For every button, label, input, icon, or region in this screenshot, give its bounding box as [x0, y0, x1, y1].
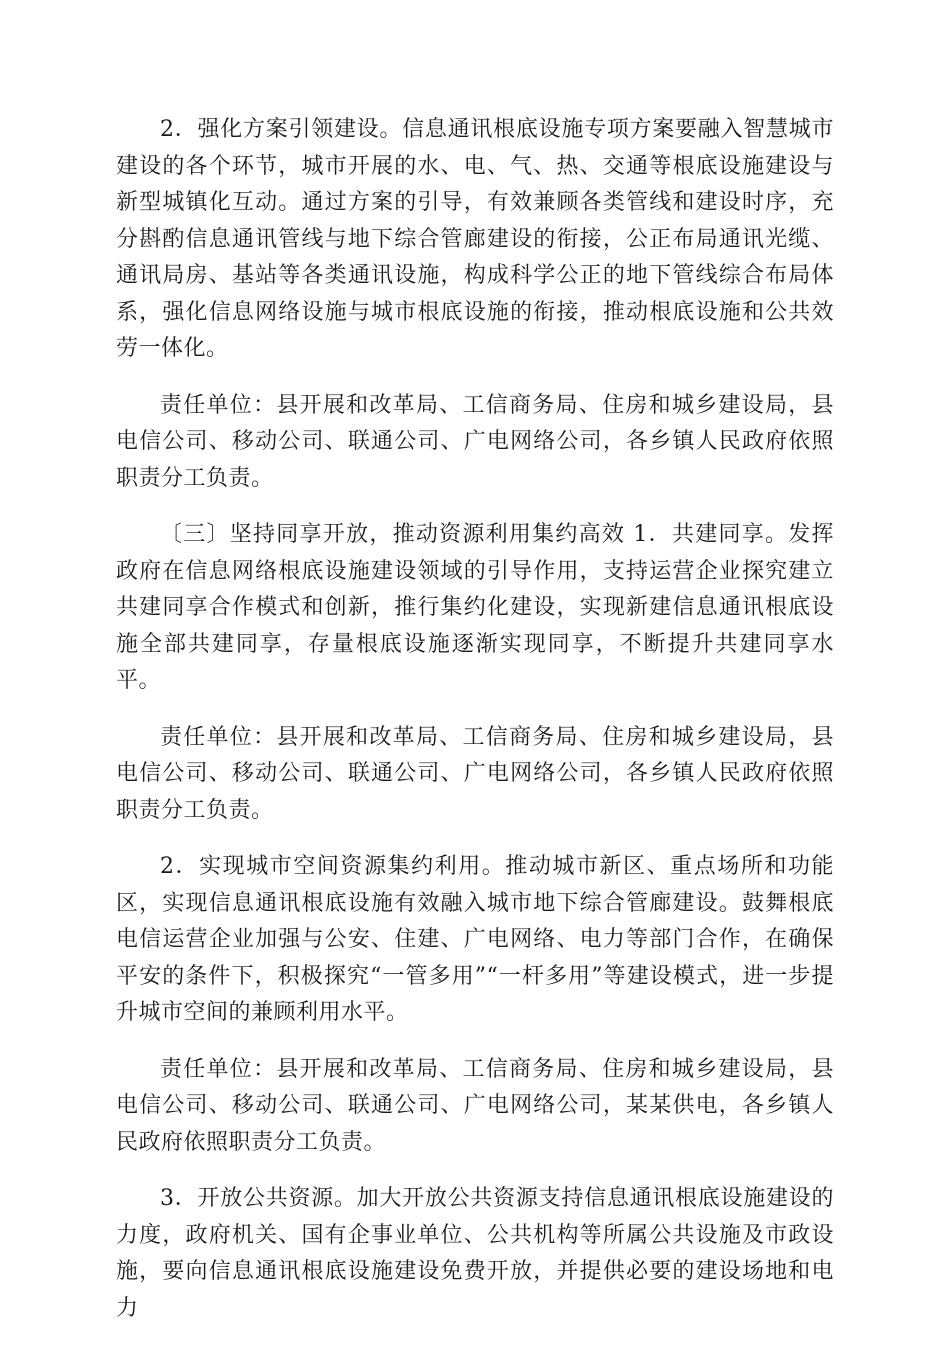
paragraph-plan-guidance: 2．强化方案引领建设。信息通讯根底设施专项方案要融入智慧城市建设的各个环节，城市开展的水、电、气、热、交通等根底设施建设与新型城镇化互动。通过方案的引导，有效兼顾各类管线和建设时序，充分斟酌信息通讯管线与地下综合管廊建设的衔接，公正布局通讯光缆、通讯局房、基站等各类通讯设施，构成科学公正的地下管线综合布局体系，强化信息网络设施与城市根底设施的衔接，推动根底设施和公共效劳一体化。 — [116, 117, 834, 361]
paragraph-sharing-section: 〔三〕坚持同享开放，推动资源利用集约高效 1．共建同享。发挥政府在信息网络根底设施建设领域的引导作用，支持运营企业探究建立共建同享合作模式和创新，推行集约化建设，实现新建信息通讯根底设施全部共建同享，存量根底设施逐渐实现同享，不断提升共建同享水平。 — [116, 522, 834, 693]
paragraph-urban-space: 2．实现城市空间资源集约利用。推动城市新区、重点场所和功能区，实现信息通讯根底设施有效融入城市地下综合管廊建设。鼓舞根底电信运营企业加强与公安、住建、广电网络、电力等部门合作，在确保平安的条件下，积极探究“一管多用”“一杆多用”等建设模式，进一步提升城市空间的兼顾利用水平。 — [116, 854, 834, 1025]
document-body — [116, 112, 834, 1347]
paragraph-responsible-units-2: 责任单位：县开展和改革局、工信商务局、住房和城乡建设局，县电信公司、移动公司、联通公司、广电网络公司，各乡镇人民政府依照职责分工负责。 — [116, 724, 834, 823]
paragraph-open-resources: 3．开放公共资源。加大开放公共资源支持信息通讯根底设施建设的力度，政府机关、国有企事业单位、公共机构等所属公共设施及市政设施，要向信息通讯根底设施建设免费开放，并提供必要的建设场地和电力 — [116, 1186, 834, 1321]
paragraph-responsible-units-1: 责任单位：县开展和改革局、工信商务局、住房和城乡建设局，县电信公司、移动公司、联通公司、广电网络公司，各乡镇人民政府依照职责分工负责。 — [116, 392, 834, 491]
paragraph-responsible-units-3: 责任单位：县开展和改革局、工信商务局、住房和城乡建设局，县电信公司、移动公司、联通公司、广电网络公司，某某供电，各乡镇人民政府依照职责分工负责。 — [116, 1056, 834, 1155]
